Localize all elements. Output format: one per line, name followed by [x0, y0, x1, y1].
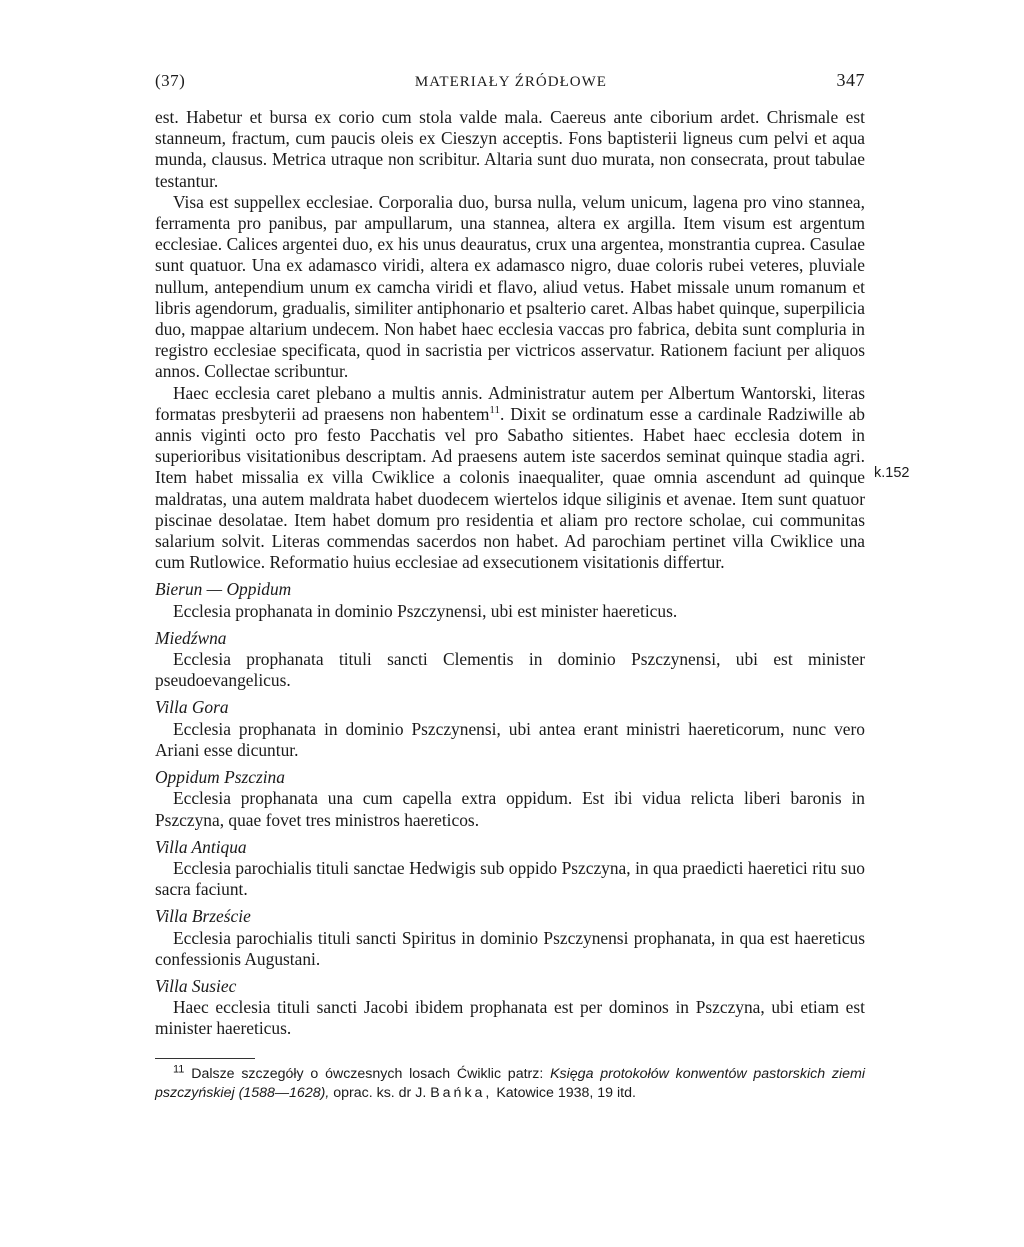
entry-villa-susiec [155, 976, 865, 1040]
entry-villa-gora [155, 697, 865, 761]
entry-heading: Bierun — Oppidum [155, 579, 292, 600]
entry-text: Ecclesia prophanata tituli sancti Clementis in dominio Pszczynensi, ubi est minister pseudoevangelicus. [155, 649, 865, 691]
footnote-text: Dalsze szczegóły o ówczesnych losach Ćwiklic patrz: [191, 1065, 551, 1082]
margin-folio-note: k.152 [874, 465, 910, 481]
main-text [155, 107, 865, 1040]
paragraph: Visa est suppellex ecclesiae. Corporalia duo, bursa nulla, velum unicum, lagena pro vino stannea, ferramenta pro panibus, par ampullarum, una stannea, altera ex argilla. Item visum est argentum ecclesiae. Calices argentei duo, ex his unus deauratus, crux una argentea, monstrantia cuprea. Casulae sunt quatuor. Una ex adamasco viridi, altera ex adamasco nigro, duae coloris rubei veteres, pluviale nullum, antependium unum ex camcha viridi et flavo, aliud vetus. Habet missale unum romanum et libris agendorum, gradualis, similiter antiphonario et psalterio caret. Albas habet quinque, superpilicia duo, mappae altarium undecem. Non habet haec ecclesia vaccas pro fabrica, debita sunt compluria in registro ecclesiae specificata, quod in sacristia per victricos asservatur. Rationem faciunt per aliquos annos. Collectae scribuntur. [155, 191, 865, 382]
entry-oppidum-pszczina [155, 767, 865, 831]
paragraph-text: Haec ecclesia caret plebano a multis annis. Administratur autem per Albertum Wantorski, literas formatas presbyterii ad praesens non habentem [155, 382, 865, 424]
entry-text: Ecclesia prophanata in dominio Pszczynensi, ubi antea erant ministri haereticorum, nunc vero Ariani esse dicuntur. [155, 718, 865, 760]
entry-villa-antiqua [155, 837, 865, 901]
entry-bierun [155, 579, 865, 621]
entry-text: Ecclesia prophanata una cum capella extra oppidum. Est ibi vidua relicta liberi baronis in Pszczyna, quae fovet tres ministros haereticos. [155, 788, 865, 830]
running-header [155, 70, 865, 91]
footnote-ref[interactable]: 11 [489, 404, 500, 417]
paragraph [155, 383, 865, 574]
footnote-divider [155, 1058, 255, 1059]
entry-heading: Villa Susiec [155, 975, 237, 996]
page-number: 347 [836, 70, 865, 90]
footnote-book-title: Księga protokołów konwentów pastorskich ziemi pszczyńskiej (1588—1628), [155, 1065, 865, 1101]
entry-heading: Oppidum Pszczina [155, 767, 285, 788]
entry-text: Haec ecclesia tituli sancti Jacobi ibidem prophanata est per dominos in Pszczyna, ubi etiam est minister haereticus. [155, 997, 865, 1039]
entry-text: Ecclesia prophanata in dominio Pszczynensi, ubi est minister haereticus. [173, 600, 678, 621]
running-title: MATERIAŁY ŹRÓDŁOWE [414, 74, 607, 90]
entry-heading: Villa Antiqua [155, 836, 247, 857]
entry-villa-brzescie [155, 906, 865, 970]
paragraph: est. Habetur et bursa ex corio cum stola valde mala. Caereus ante ciborium ardet. Chrismale est stanneum, fractum, cum paucis oleis ex Cieszyn acceptis. Fons baptisterii ligneus cum pelvi et aqua munda, clausus. Metrica utraque non scribitur. Altaria sunt duo murata, non consecrata, prout tabulae testantur. [155, 107, 865, 191]
footnote-text: oprac. ks. dr J. [329, 1084, 431, 1101]
entry-text: Ecclesia parochialis tituli sanctae Hedwigis sub oppido Pszczyna, in qua praedicti haeretici ritu suo sacra faciunt. [155, 857, 865, 900]
entry-heading: Villa Brzeście [155, 906, 251, 927]
entry-heading: Miedźwna [155, 627, 227, 648]
footnote-number: 11 [173, 1062, 185, 1075]
page [155, 70, 865, 1103]
footnote-text: Katowice 1938, 19 itd. [492, 1084, 636, 1101]
chapter-number: (37) [155, 71, 186, 90]
paragraph-text: . Dixit se ordinatum esse a cardinale Radziwille ab annis viginti octo pro festo Pacchatis vel pro Sabatho sitientes. Habet haec ecclesia dotem in superioribus visitationibus descriptam. Ad praesens autem iste sacerdos seminat quinque stadia agri. Item habet missalia ex villa Cwiklice a colonis inaequaliter, quae omnia ascendunt ad quinque maldratas, una autem maldrata habet duodecem wiertelos idque siliginis et avenae. Item sunt quatuor piscinae desolatae. Item habet domum pro residentia et aliam pro rectore scholae, cui communitas salarium solvit. Literas commendas sacerdos non habet. Ad parochiam pertinet villa Cwiklice una cum Rutlowice. Reformatio huius ecclesiae ad exsecutionem visitationis differtur. [155, 403, 865, 573]
entry-text: Ecclesia parochialis tituli sancti Spiritus in dominio Pszczynensi prophanata, in qua est haereticus confessionis Augustani. [155, 927, 865, 969]
entry-heading: Villa Gora [155, 697, 229, 718]
footnote-author: Bańka, [430, 1084, 493, 1101]
entry-miedzwna [155, 628, 865, 692]
footnote [155, 1062, 865, 1103]
